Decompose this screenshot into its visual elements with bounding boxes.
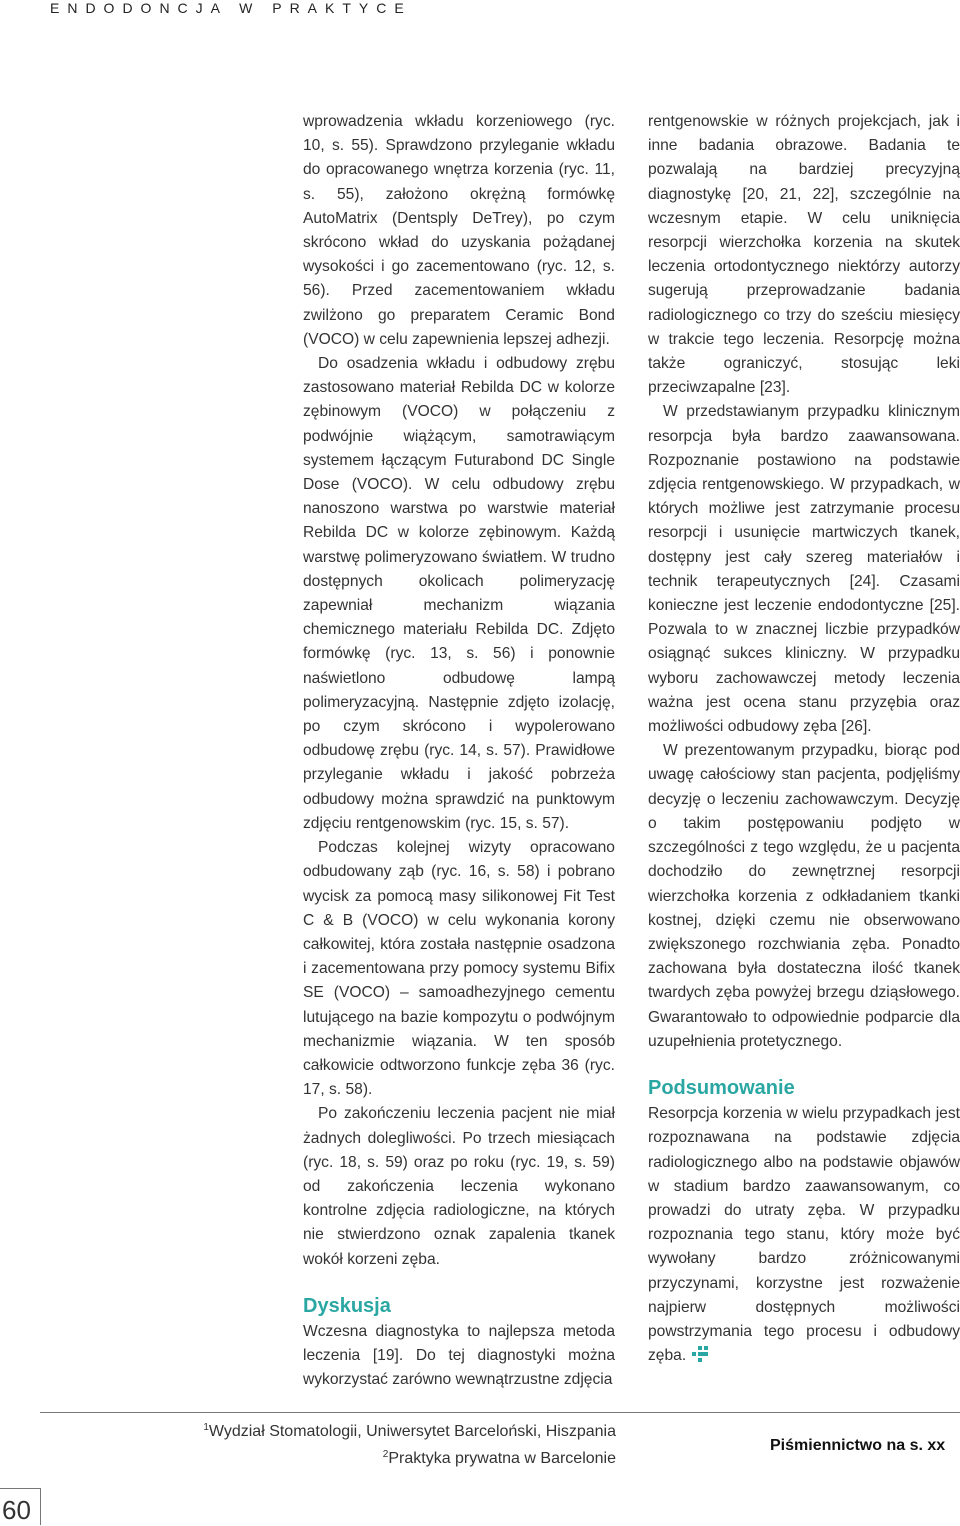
paragraph: Podczas kolejnej wizyty opracowano odbudowany ząb (ryc. 16, s. 58) i pobrano wycisk za pomocą masy silikonowej Fit Test C & B (VOCO) w celu wykonania korony całkowitej, która została następnie osadzona i zacementowana przy pomocy systemu Bifix SE (VOCO) – samoadhezyjnego cementu lutującego na bazie kompozytu o podwójnym mechanizmie wiązania. W ten sposób całkowicie odtworzono funkcje zęba 36 (ryc. 17, s. 58).: [303, 839, 615, 1099]
section-heading-podsumowanie: Podsumowanie: [648, 1076, 795, 1099]
middle-column: [303, 110, 615, 1393]
running-header: ENDODONCJA W PRAKTYCE: [50, 0, 412, 16]
right-column: [648, 110, 960, 1368]
footnote-affiliation-1: $^1$Wydział Stomatologii, Uniwersytet Barceloński, Hiszpania: [203, 1422, 616, 1440]
page-number: 60: [2, 1495, 31, 1525]
paragraph: wprowadzenia wkładu korzeniowego (ryc. 10, s. 55). Sprawdzono przyleganie wkładu do opracowanego wnętrza korzenia (ryc. 11, s. 55), założono okrężną formówkę AutoMatrix (Dentsply DeTrey), po czym skrócono wkład do uzyskania pożądanej wysokości i go zacementowano (ryc. 12, s. 56). Przed zacementowaniem wkładu zwilżono go preparatem Ceramic Bond (VOCO) w celu zapewnienia lepszej adhezji.: [303, 113, 615, 348]
paragraph: Wczesna diagnostyka to najlepsza metoda leczenia [19]. Do tej diagnostyki można wykorzystać zarówno wewnątrzustne zdjęcia: [303, 1322, 615, 1389]
page-number-vertical-rule: [40, 1488, 41, 1525]
end-of-article-icon: [692, 1346, 708, 1362]
paragraph: W prezentowanym przypadku, biorąc pod uwagę całościowy stan pacjenta, podjęliśmy decyzję o leczeniu zachowawczym. Decyzję o takim postępowaniu podjęto w szczególności z tego względu, że u pacjenta dochodziło do zewnętrznej resorpcji wierzchołka korzenia z odkładaniem tkanki kostnej, dzięki czemu nie obserwowano zwiększonego rozchwiania zęba. Ponadto zachowana była dostateczna ilość tkanek twardych zęba powyżej brzegu dziąsłowego. Gwarantowało to odpowiednie podparcie dla uzupełnienia protetycznego.: [648, 742, 960, 1050]
footnote-divider: [40, 1412, 960, 1413]
paragraph: rentgenowskie w różnych projekcjach, jak i inne badania obrazowe. Badania te pozwalają na bardziej precyzyjną diagnostykę [20, 21, 22], szczególnie na wczesnym etapie. W celu uniknięcia resorpcji wierzchołka korzenia na skutek leczenia ortodontycznego niektórzy autorzy sugerują przeprowadzanie badania radiologicznego co trzy do sześciu miesięcy w trakcie tego leczenia. Resorpcję można także ograniczyć, stosując leki przeciwzapalne [23].: [648, 113, 960, 397]
paragraph: Do osadzenia wkładu i odbudowy zrębu zastosowano materiał Rebilda DC w kolorze zębinowym (VOCO) w połączeniu z podwójnie wiążącym, samotrawiącym systemem łączącym Futurabond DC Single Dose (VOCO). W celu odbudowy zrębu nanoszono warstwa po warstwie materiał Rebilda DC w kolorze zębinowym. Każdą warstwę polimeryzowano światłem. W trudno dostępnych okolicach polimeryzację zapewniał mechanizm wiązania chemicznego materiału Rebilda DC. Zdjęto formówkę (ryc. 13, s. 56) i ponownie naświetlono odbudowę lampą polimeryzacyjną. Następnie zdjęto izolację, po czym skrócono i wypolerowano odbudowę zrębu (ryc. 14, s. 57). Prawidłowe przyleganie wkładu i jakość pobrzeża odbudowy można sprawdzić na punktowym zdjęciu rentgenowskim (ryc. 15, s. 57).: [303, 355, 615, 832]
paragraph: Po zakończeniu leczenia pacjent nie miał żadnych dolegliwości. Po trzech miesiącach (ryc. 18, s. 59) oraz po roku (ryc. 19, s. 59) od zakończenia leczenia wykonano kontrolne zdjęcia radiologiczne, na których nie stwierdzono oznak zapalenia tkanek wokół korzeni zęba.: [303, 1105, 615, 1268]
paragraph-text: Resorpcja korzenia w wielu przypadkach jest rozpoznawana na podstawie zdjęcia radiologicznego albo na podstawie objawów w stadium bardzo zaawansowanym, co prowadzi do utraty zęba. W przypadku rozpoznania tego stanu, który może być wywołany bardzo zróżnicowanymi przyczynami, korzystne jest rozważenie najpierw dostępnych możliwości powstrzymania tego procesu i odbudowy zęba.: [648, 1105, 960, 1365]
page-number-rule: [0, 1488, 40, 1489]
paragraph-with-end-mark: [648, 1102, 960, 1368]
footnote-affiliation-2: $^2$Praktyka prywatna w Barcelonie: [382, 1449, 616, 1467]
section-heading-dyskusja: Dyskusja: [303, 1294, 391, 1317]
footnotes: [150, 1416, 616, 1470]
references-note: Piśmiennictwo na s. xx: [770, 1437, 946, 1454]
paragraph: W przedstawianym przypadku klinicznym resorpcja była bardzo zaawansowana. Rozpoznanie postawiono na podstawie zdjęcia rentgenowskiego. W przypadkach, w których możliwe jest zatrzymanie procesu resorpcji i usunięcie martwiczych tkanek, dostępny jest cały szereg materiałów i technik terapeutycznych [24]. Czasami konieczne jest leczenie endodontyczne [25]. Pozwala to w znacznej liczbie przypadków osiągnąć sukces kliniczny. W przypadku wyboru zachowawczej metody leczenia ważna jest ocena stanu przyzębia oraz możliwości odbudowy zęba [26].: [648, 403, 960, 736]
